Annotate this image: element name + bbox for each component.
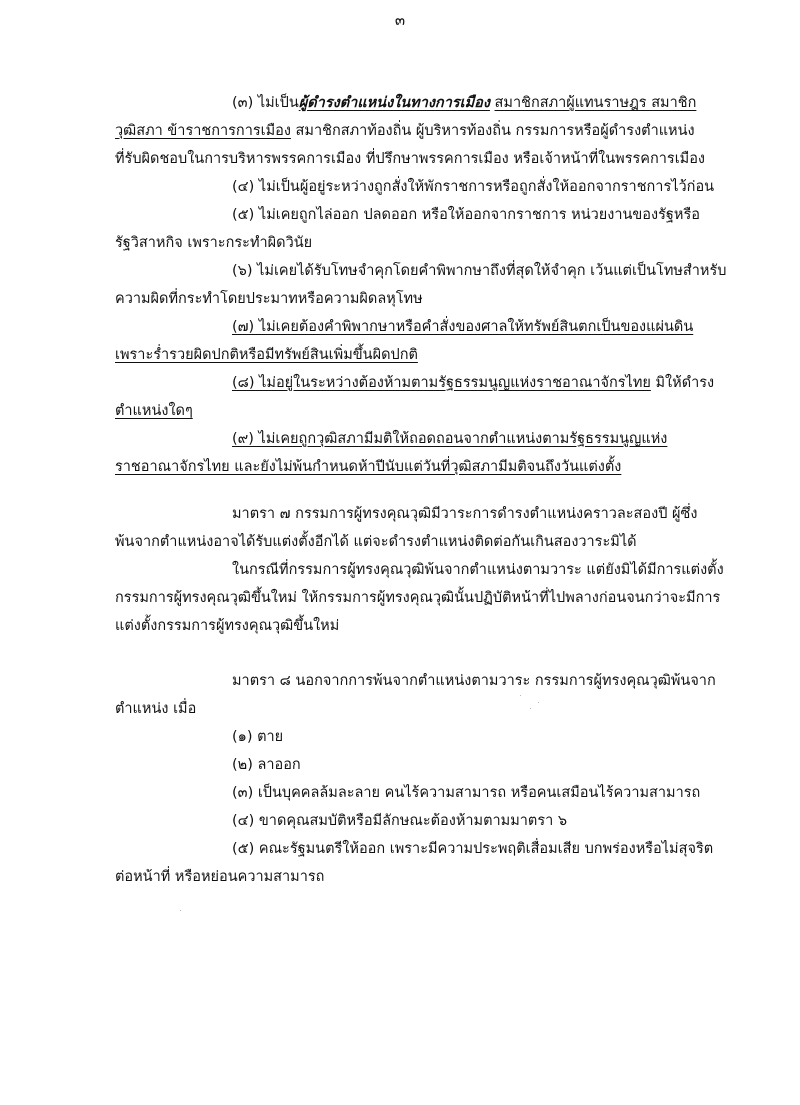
section-8-item-5-line-2: ต่อหน้าที่ หรือหย่อนความสามารถ [115,869,325,885]
amended-phrase-political-office: ผู้ดำรงตำแหน่งในทางการเมือง [298,95,490,111]
page-number: ๓ [394,11,406,29]
clause-9-line-1: (๙) ไม่เคยถูกวุฒิสภามีมติให้ถอดถอนจากตำแหน่งตามรัฐธรรมนูญแห่ง [232,431,668,447]
clause-7-line-2: เพราะร่ำรวยผิดปกติหรือมีทรัพย์สินเพิ่มขึ้นผิดปกติ [115,347,418,363]
clause-4: (๔) ไม่เป็นผู้อยู่ระหว่างถูกสั่งให้พักราชการหรือถูกสั่งให้ออกจากราชการไว้ก่อน [232,179,715,195]
section-8-line-2: ตำแหน่ง เมื่อ [115,701,197,717]
scan-speck [530,708,531,709]
clause-5-line-2: รัฐวิสาหกิจ เพราะกระทำผิดวินัย [115,235,313,251]
clause-6-line-2: ความผิดที่กระทำโดยประมาทหรือความผิดลหุโทษ [115,291,423,307]
section-8-item-5-line-1: (๕) คณะรัฐมนตรีให้ออก เพราะมีความประพฤติเสื่อมเสีย บกพร่องหรือไม่สุจริต [232,841,714,857]
clause-8-line-2: ตำแหน่งใดๆ [115,403,193,419]
clause-3-line-2-rest: สมาชิกสภาท้องถิ่น ผู้บริหารท้องถิ่น กรรมการหรือผู้ดำรงตำแหน่ง [290,123,695,139]
section-8-item-2: (๒) ลาออก [232,757,301,773]
clause-9-line-2: ราชอาณาจักรไทย และยังไม่พ้นกำหนดห้าปีนับแต่วันที่วุฒิสภามีมติจนถึงวันแต่งตั้ง [115,459,622,475]
amended-phrase-members: สมาชิกสภาผู้แทนราษฎร สมาชิก [494,95,697,111]
section-7-line-2: พ้นจากตำแหน่งอาจได้รับแต่งตั้งอีกได้ แต่จะดำรงตำแหน่งติดต่อกันเกินสองวาระมิได้ [115,534,637,550]
scan-speck [538,702,539,703]
section-7-line-4: กรรมการผู้ทรงคุณวุฒิขึ้นใหม่ ให้กรรมการผู้ทรงคุณวุฒินั้นปฏิบัติหน้าที่ไปพลางก่อนจนกว่าจะมีการ [115,590,721,606]
section-8-item-3: (๓) เป็นบุคคลล้มละลาย คนไร้ความสามารถ หรือคนเสมือนไร้ความสามารถ [232,785,701,801]
clause-8-underlined: (๘) ไม่อยู่ในระหว่างต้องห้ามตามรัฐธรรมนูญแห่งราชอาณาจักรไทย [232,375,651,391]
amended-phrase-senate: วุฒิสภา ข้าราชการการเมือง [115,123,291,139]
scan-speck [520,695,521,696]
clause-3-line-2 [115,121,695,141]
scan-speck [180,910,181,911]
section-7-line-3: ในกรณีที่กรรมการผู้ทรงคุณวุฒิพ้นจากตำแหน่งตามวาระ แต่ยังมิได้มีการแต่งตั้ง [232,562,724,578]
clause-3-line-3: ที่รับผิดชอบในการบริหารพรรคการเมือง ที่ปรึกษาพรรคการเมือง หรือเจ้าหน้าที่ในพรรคการเมือง [115,151,705,167]
section-7-line-1: มาตรา ๗ กรรมการผู้ทรงคุณวุฒิมีวาระการดำรงตำแหน่งคราวละสองปี ผู้ซึ่ง [232,506,698,522]
clause-3-line-1 [232,93,696,113]
clause-3-text: (๓) ไม่เป็น [232,95,299,111]
section-8-item-4: (๔) ขาดคุณสมบัติหรือมีลักษณะต้องห้ามตามมาตรา ๖ [232,813,568,829]
clause-6-line-1: (๖) ไม่เคยได้รับโทษจำคุกโดยคำพิพากษาถึงที่สุดให้จำคุก เว้นแต่เป็นโทษสำหรับ [232,263,727,279]
clause-8-rest: มิให้ดำรง [650,375,715,391]
section-8-item-1: (๑) ตาย [232,729,284,745]
clause-7-line-1: (๗) ไม่เคยต้องคำพิพากษาหรือคำสั่งของศาลให้ทรัพย์สินตกเป็นของแผ่นดิน [232,319,694,335]
section-8-line-1: มาตรา ๘ นอกจากการพ้นจากตำแหน่งตามวาระ กรรมการผู้ทรงคุณวุฒิพ้นจาก [232,673,716,689]
section-7-line-5: แต่งตั้งกรรมการผู้ทรงคุณวุฒิขึ้นใหม่ [115,618,340,634]
clause-5-line-1: (๕) ไม่เคยถูกไล่ออก ปลดออก หรือให้ออกจากราชการ หน่วยงานของรัฐหรือ [232,207,700,223]
clause-8-line-1 [232,373,714,393]
